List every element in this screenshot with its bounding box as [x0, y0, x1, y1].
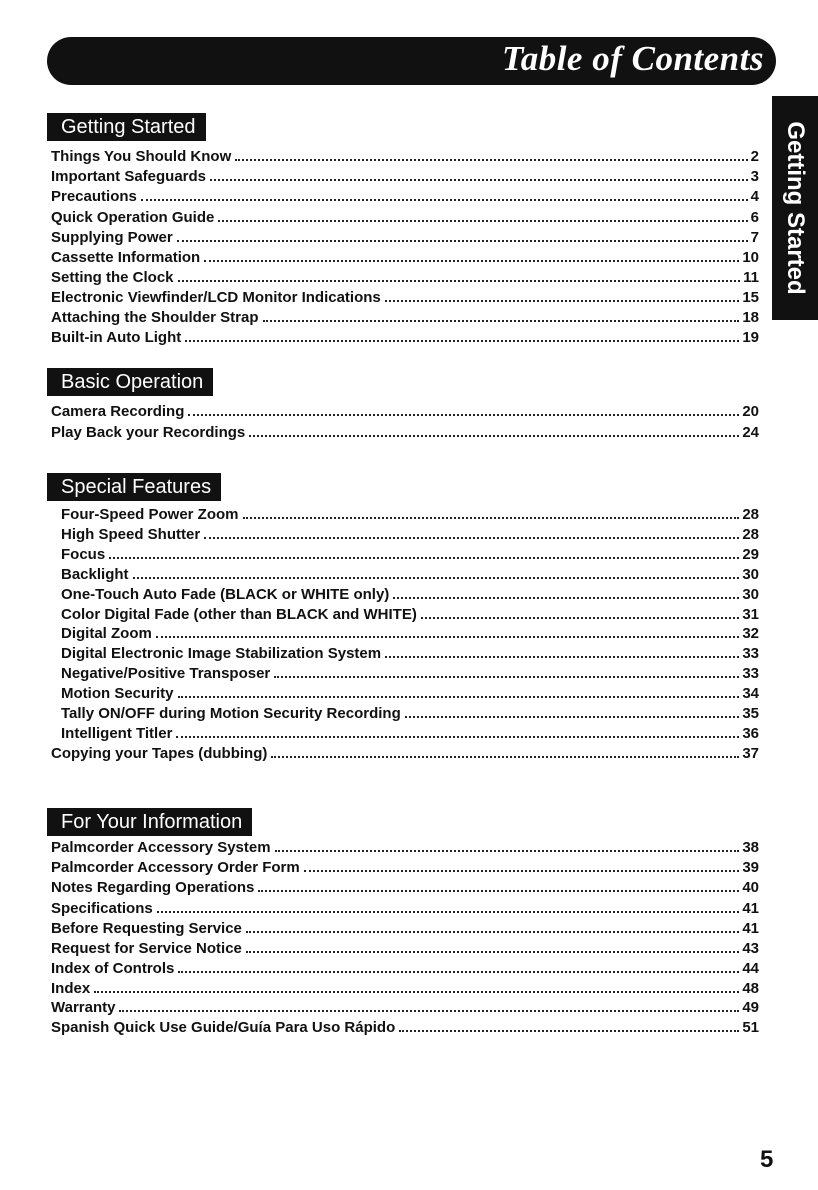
toc-entry-label: Focus: [61, 546, 106, 563]
dot-leader: [246, 930, 739, 933]
dot-leader: [249, 434, 739, 437]
toc-entry-page: 48: [742, 980, 759, 997]
toc-entry-page: 33: [742, 645, 759, 662]
toc-entry-label: Important Safeguards: [51, 168, 207, 185]
toc-entry[interactable]: [51, 226, 759, 246]
toc-entry-label: Request for Service Notice: [51, 940, 242, 957]
section-heading: Getting Started: [47, 113, 206, 141]
dot-leader: [421, 616, 739, 619]
toc-entry[interactable]: [51, 206, 759, 226]
toc-entry[interactable]: [61, 722, 759, 742]
dot-leader: [304, 869, 740, 872]
dot-leader: [274, 675, 739, 678]
toc-entry-label: Four-Speed Power Zoom: [61, 506, 239, 523]
toc-entry-page: 34: [742, 685, 759, 702]
dot-leader: [109, 556, 739, 559]
section-heading: For Your Information: [47, 808, 252, 836]
dot-leader: [156, 635, 739, 638]
toc-entry[interactable]: [51, 937, 759, 957]
dot-leader: [235, 158, 747, 161]
side-tab-label: Getting Started: [782, 121, 809, 295]
toc-entry[interactable]: [51, 185, 759, 205]
dot-leader: [399, 1029, 739, 1032]
dot-leader: [393, 596, 739, 599]
page-title: Table of Contents: [502, 39, 764, 78]
dot-leader: [246, 950, 739, 953]
toc-entry[interactable]: [51, 286, 759, 306]
dot-leader: [176, 735, 739, 738]
toc-entry-page: 18: [742, 309, 759, 326]
toc-entry[interactable]: [51, 977, 759, 997]
toc-entry-label: Play Back your Recordings: [51, 424, 246, 441]
toc-entry-page: 28: [742, 526, 759, 543]
toc-entry-label: Color Digital Fade (other than BLACK and WHITE): [61, 606, 417, 623]
toc-entry-page: 3: [750, 168, 759, 185]
toc-entry-label: One-Touch Auto Fade (BLACK or WHITE only): [61, 586, 390, 603]
toc-entry-page: 35: [742, 705, 759, 722]
dot-leader: [405, 715, 740, 718]
dot-leader: [133, 576, 740, 579]
toc-entry[interactable]: [51, 836, 759, 856]
toc-entry[interactable]: [61, 563, 759, 583]
dot-leader: [177, 239, 748, 242]
toc-entry[interactable]: [51, 246, 759, 266]
toc-entry-page: 15: [742, 289, 759, 306]
toc-entry-label: Intelligent Titler: [61, 725, 173, 742]
dot-leader: [185, 339, 739, 342]
toc-entry-label: Specifications: [51, 900, 153, 917]
toc-entry-page: 37: [742, 745, 759, 762]
toc-entry[interactable]: [51, 165, 759, 185]
toc-entry-label: Attaching the Shoulder Strap: [51, 309, 259, 326]
toc-entry-page: 7: [750, 229, 759, 246]
toc-entry-page: 44: [742, 960, 759, 977]
dot-leader: [157, 910, 740, 913]
toc-entry-label: Copying your Tapes (dubbing): [51, 745, 268, 762]
toc-entry[interactable]: [51, 742, 759, 762]
dot-leader: [275, 849, 740, 852]
toc-entry-page: 4: [750, 188, 759, 205]
toc-entry-page: 2: [750, 148, 759, 165]
toc-entry-page: 49: [742, 999, 759, 1016]
toc-entry-label: Camera Recording: [51, 403, 185, 420]
toc-entry[interactable]: [51, 266, 759, 286]
toc-entry[interactable]: [51, 306, 759, 326]
toc-entry[interactable]: [51, 326, 759, 346]
toc-entry[interactable]: [61, 662, 759, 682]
section-heading: Basic Operation: [47, 368, 213, 396]
toc-entry-page: 38: [742, 839, 759, 856]
toc-entry-label: Tally ON/OFF during Motion Security Recording: [61, 705, 401, 722]
toc-entry-label: High Speed Shutter: [61, 526, 201, 543]
toc-entry-label: Warranty: [51, 999, 116, 1016]
toc-entry[interactable]: [61, 583, 759, 603]
toc-entry[interactable]: [51, 856, 759, 876]
toc-entry-page: 19: [742, 329, 759, 346]
dot-leader: [119, 1009, 739, 1012]
toc-entry[interactable]: [61, 523, 759, 543]
dot-leader: [385, 655, 739, 658]
dot-leader: [94, 990, 739, 993]
toc-entry[interactable]: [61, 702, 759, 722]
dot-leader: [141, 198, 748, 201]
toc-entry-label: Supplying Power: [51, 229, 173, 246]
toc-entry-label: Index: [51, 980, 91, 997]
toc-entry[interactable]: [61, 543, 759, 563]
toc-entry-page: 30: [742, 586, 759, 603]
toc-entry[interactable]: [51, 1016, 759, 1036]
dot-leader: [243, 516, 740, 519]
toc-entry[interactable]: [51, 421, 759, 441]
toc-entry-label: Digital Electronic Image Stabilization System: [61, 645, 382, 662]
toc-entry-label: Electronic Viewfinder/LCD Monitor Indications: [51, 289, 381, 306]
toc-entry-label: Notes Regarding Operations: [51, 879, 255, 896]
toc-entry-page: 39: [742, 859, 759, 876]
dot-leader: [271, 755, 739, 758]
toc-entry-page: 20: [742, 403, 759, 420]
toc-entry[interactable]: [51, 996, 759, 1016]
toc-entry-label: Motion Security: [61, 685, 174, 702]
toc-entry-page: 11: [743, 269, 759, 286]
dot-leader: [218, 219, 747, 222]
dot-leader: [178, 970, 739, 973]
dot-leader: [188, 413, 739, 416]
toc-entry-label: Cassette Information: [51, 249, 201, 266]
toc-entry-page: 24: [742, 424, 759, 441]
toc-entry-label: Built-in Auto Light: [51, 329, 182, 346]
toc-entry-label: Setting the Clock: [51, 269, 174, 286]
toc-entry-page: 10: [742, 249, 759, 266]
toc-entry-page: 51: [742, 1019, 759, 1036]
toc-entry[interactable]: [51, 917, 759, 937]
toc-entry-label: Backlight: [61, 566, 129, 583]
toc-entry[interactable]: [51, 897, 759, 917]
dot-leader: [178, 279, 741, 282]
toc-entry-page: 40: [742, 879, 759, 896]
toc-entry[interactable]: [61, 682, 759, 702]
page-number: 5: [760, 1146, 774, 1173]
toc-entry-page: 41: [742, 920, 759, 937]
toc-entry[interactable]: [61, 622, 759, 642]
toc-entry[interactable]: [51, 957, 759, 977]
toc-entry-label: Palmcorder Accessory Order Form: [51, 859, 300, 876]
toc-entry-page: 32: [742, 625, 759, 642]
toc-entry-label: Spanish Quick Use Guide/Guía Para Uso Rápido: [51, 1019, 396, 1036]
toc-entry-page: 43: [742, 940, 759, 957]
toc-entry-page: 29: [742, 546, 759, 563]
dot-leader: [178, 695, 740, 698]
toc-entry[interactable]: [51, 145, 759, 165]
toc-entry-label: Negative/Positive Transposer: [61, 665, 271, 682]
dot-leader: [204, 536, 739, 539]
toc-entry-page: 30: [742, 566, 759, 583]
title-bar: [47, 37, 776, 85]
toc-entry[interactable]: [51, 400, 759, 420]
toc-entry-label: Digital Zoom: [61, 625, 152, 642]
dot-leader: [204, 259, 739, 262]
dot-leader: [263, 319, 740, 322]
toc-entry-label: Things You Should Know: [51, 148, 232, 165]
toc-entry-page: 6: [750, 209, 759, 226]
dot-leader: [210, 178, 748, 181]
dot-leader: [385, 299, 740, 302]
toc-entry-label: Precautions: [51, 188, 137, 205]
toc-entry-label: Palmcorder Accessory System: [51, 839, 271, 856]
toc-entry-label: Quick Operation Guide: [51, 209, 215, 226]
toc-entry-label: Index of Controls: [51, 960, 175, 977]
toc-entry[interactable]: [61, 642, 759, 662]
section-heading: Special Features: [47, 473, 221, 501]
toc-entry-page: 28: [742, 506, 759, 523]
toc-entry-label: Before Requesting Service: [51, 920, 242, 937]
side-tab: [772, 96, 818, 320]
toc-entry-page: 41: [742, 900, 759, 917]
toc-entry-page: 36: [742, 725, 759, 742]
toc-entry[interactable]: [51, 876, 759, 896]
toc-entry-page: 31: [742, 606, 759, 623]
dot-leader: [258, 889, 739, 892]
toc-entry[interactable]: [61, 603, 759, 623]
toc-entry-page: 33: [742, 665, 759, 682]
toc-entry[interactable]: [61, 503, 759, 523]
